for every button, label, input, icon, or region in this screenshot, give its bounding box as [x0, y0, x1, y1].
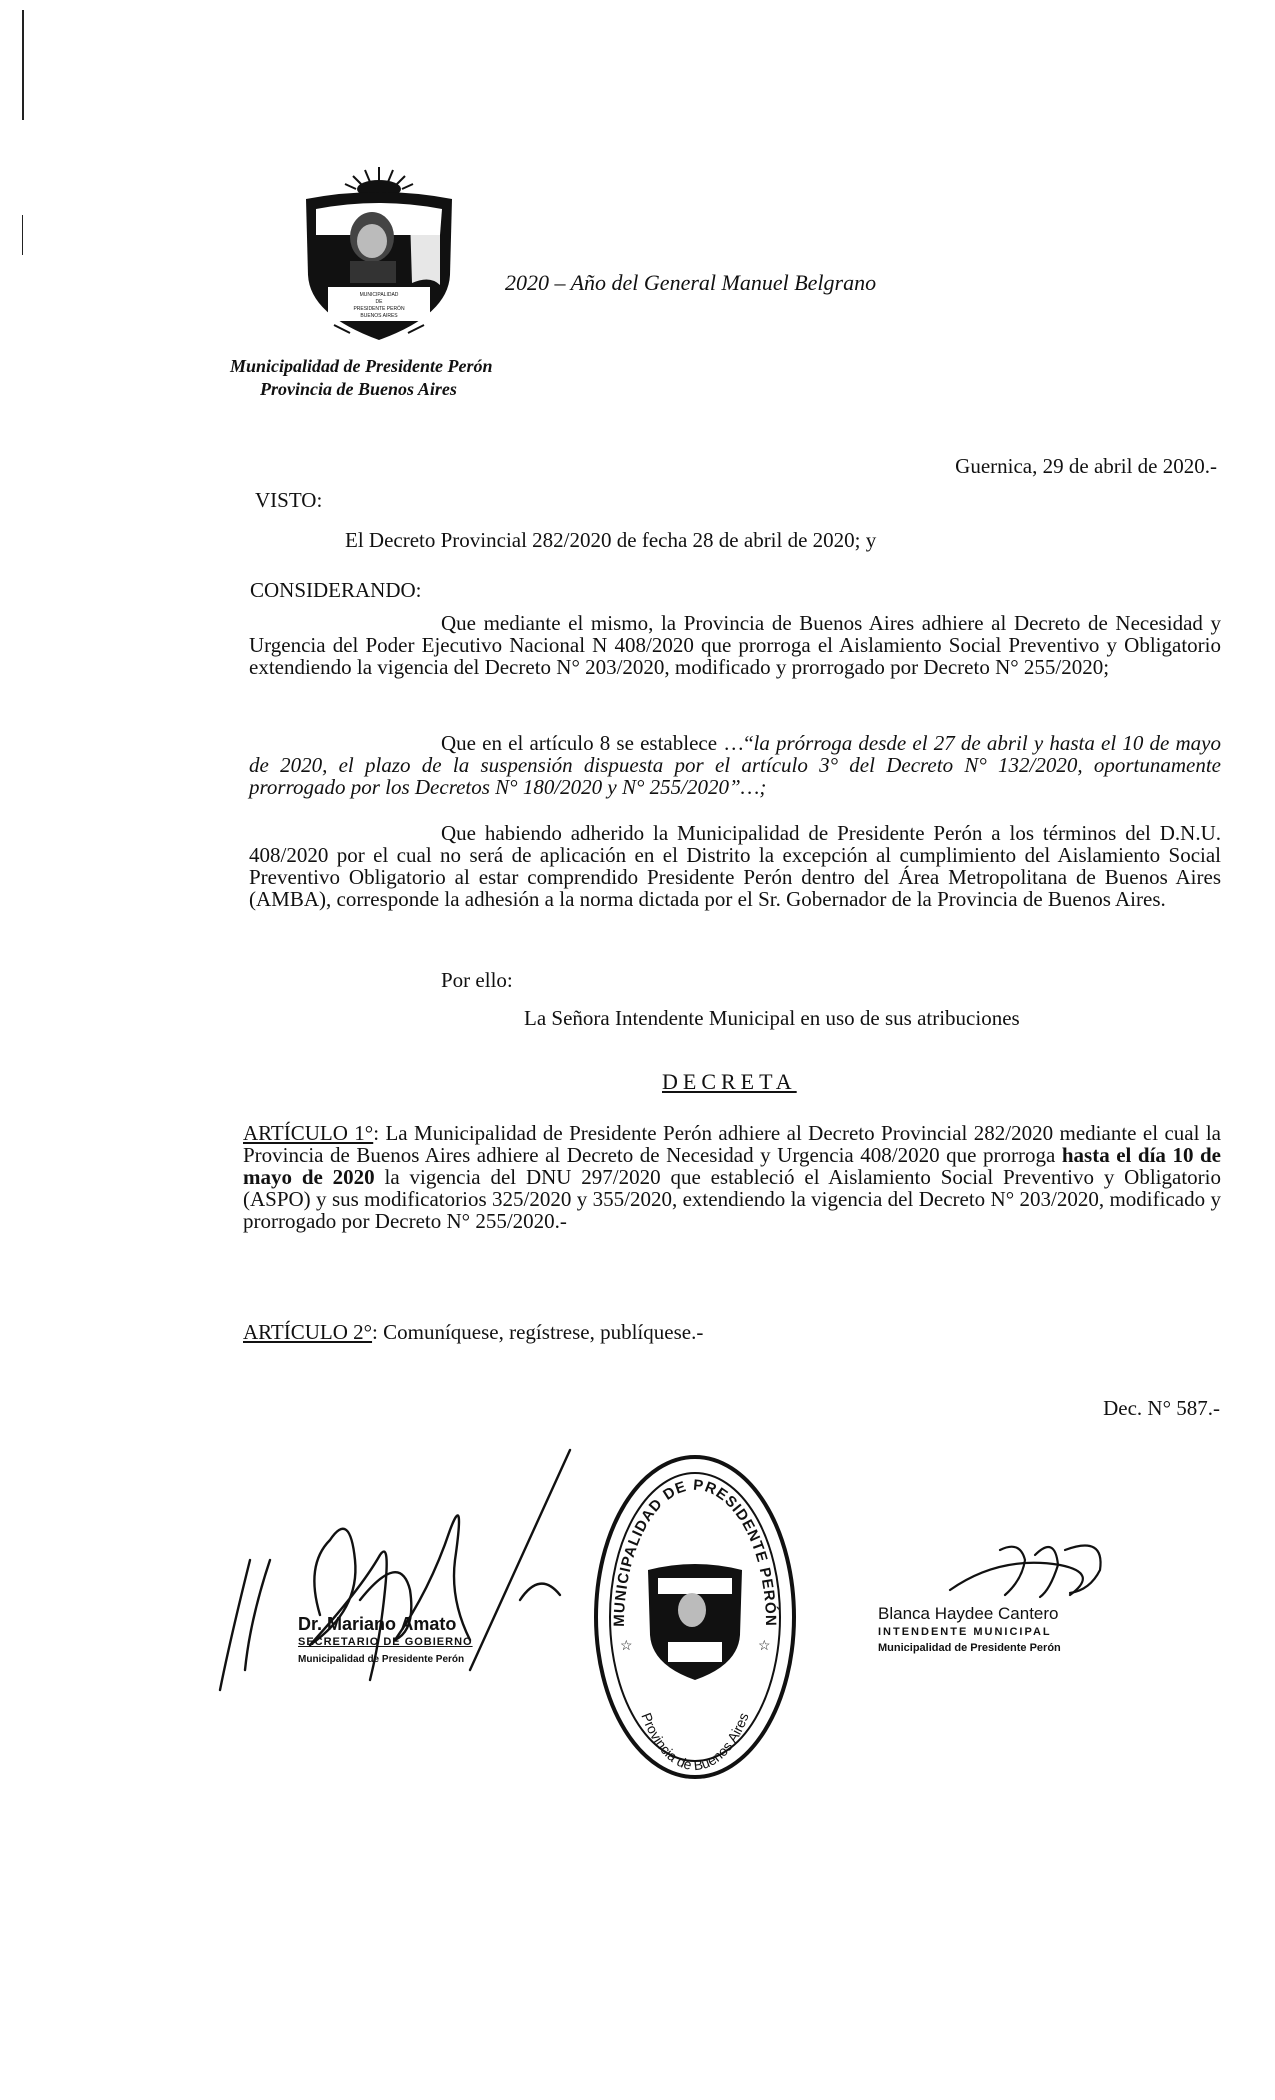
municipality-name: Municipalidad de Presidente Perón — [230, 356, 493, 376]
signer-left-org: Municipalidad de Presidente Perón — [298, 1654, 465, 1665]
signer-right-name: Blanca Haydee Cantero — [878, 1604, 1059, 1623]
official-seal — [590, 1450, 800, 1785]
signer-right-org: Municipalidad de Presidente Perón — [878, 1642, 1061, 1654]
paragraph-text: Que mediante el mismo, la Provincia de Buenos Aires adhiere al Decreto de Necesidad y Urgencia del Poder Ejecutivo Nacional N 408/2020 que prorroga el Aislamiento Social Preventivo y Obligatorio extendiendo la vigencia del Decreto N° 203/2020, modificado y prorrogado por Decreto N° 255/2020; — [249, 611, 1221, 679]
signature-right-scribble — [940, 1535, 1130, 1615]
article-text: : La Municipalidad de Presidente Perón adhiere al Decreto Provincial 282/2020 mediante el cual la Provincia de Buenos Aires adhiere al Decreto de Necesidad y Urgencia 408/2020 que prorroga — [243, 1121, 1222, 1167]
scan-edge-mark — [22, 10, 24, 120]
star-icon: ☆ — [758, 1639, 771, 1654]
decree-number: Dec. N° 587.- — [1103, 1396, 1220, 1420]
considerando-paragraph-3 — [249, 822, 1221, 910]
scan-edge-mark — [22, 215, 23, 255]
crest-text: MUNICIPALIDAD — [359, 292, 399, 298]
article-text: la vigencia del DNU 297/2020 que estableció el Aislamiento Social Preventivo y Obligatorio (ASPO) y sus modificatorios 325/2020 y 355/2020, extendiendo la vigencia del Decreto N° 203/2020, modificado y prorrogado por Decreto N° 255/2020.- — [243, 1165, 1221, 1233]
seal-top-text: MUNICIPALIDAD DE PRESIDENTE PERÓN — [610, 1476, 780, 1627]
quoted-text: la prórroga desde el 27 de abril y hasta el 10 de mayo de 2020, el plazo de la suspensión dispuesta por el artículo 3° del Decreto N° 132/2020, oportunamente prorrogado por los Decretos N° 180/2020 y N° 255/2020”…; — [249, 731, 1221, 799]
articulo-1 — [243, 1122, 1221, 1232]
year-motto: 2020 – Año del General Manuel Belgrano — [505, 270, 877, 295]
article-label: ARTÍCULO 2° — [243, 1320, 373, 1344]
crest-text: DE — [375, 299, 383, 305]
municipal-crest-logo — [300, 165, 458, 345]
por-ello: Por ello: — [441, 968, 513, 992]
paragraph-text: Que en el artículo 8 se establece …“ — [441, 731, 754, 755]
signer-right-role: INTENDENTE MUNICIPAL — [878, 1626, 1052, 1638]
signature-left-block — [298, 1615, 473, 1669]
attribution-text: La Señora Intendente Municipal en uso de sus atribuciones — [524, 1006, 1020, 1030]
visto-heading: VISTO: — [255, 488, 323, 512]
signer-left-role: SECRETARIO DE GOBIERNO — [298, 1636, 473, 1648]
articulo-2 — [243, 1320, 703, 1345]
considerando-paragraph-1 — [249, 612, 1221, 678]
article-emphasis: hasta el día 10 de mayo de 2020 — [243, 1143, 1221, 1189]
signature-right-block — [878, 1604, 1061, 1654]
crest-text: BUENOS AIRES — [360, 313, 398, 319]
paragraph-text: Que habiendo adherido la Municipalidad de Presidente Perón a los términos del D.N.U. 408/2020 por el cual no será de aplicación en el Distrito la excepción al cumplimiento del Aislamiento Social Preventivo Obligatorio al estar comprendido Presidente Perón dentro del Área Metropolitana de Buenos Aires (AMBA), corresponde la adhesión a la norma dictada por el Sr. Gobernador de la Provincia de Buenos Aires. — [249, 821, 1221, 911]
province-name: Provincia de Buenos Aires — [260, 379, 457, 399]
article-label: ARTÍCULO 1° — [243, 1121, 374, 1145]
place-date: Guernica, 29 de abril de 2020.- — [955, 454, 1217, 478]
seal-crest-icon — [648, 1564, 742, 1680]
crest-text: PRESIDENTE PERÓN — [353, 306, 405, 312]
decreta-heading: DECRETA — [662, 1069, 797, 1094]
considerando-paragraph-2 — [249, 732, 1221, 798]
star-icon: ☆ — [620, 1639, 633, 1654]
considerando-heading: CONSIDERANDO: — [250, 578, 422, 602]
visto-text: El Decreto Provincial 282/2020 de fecha 28 de abril de 2020; y — [345, 528, 877, 552]
signer-left-name: Dr. Mariano Amato — [298, 1614, 457, 1634]
article-text: : Comuníquese, regístrese, publíquese.- — [372, 1320, 704, 1344]
municipality-header — [230, 355, 493, 401]
seal-bottom-text: Provincia de Buenos Aires — [638, 1710, 752, 1774]
